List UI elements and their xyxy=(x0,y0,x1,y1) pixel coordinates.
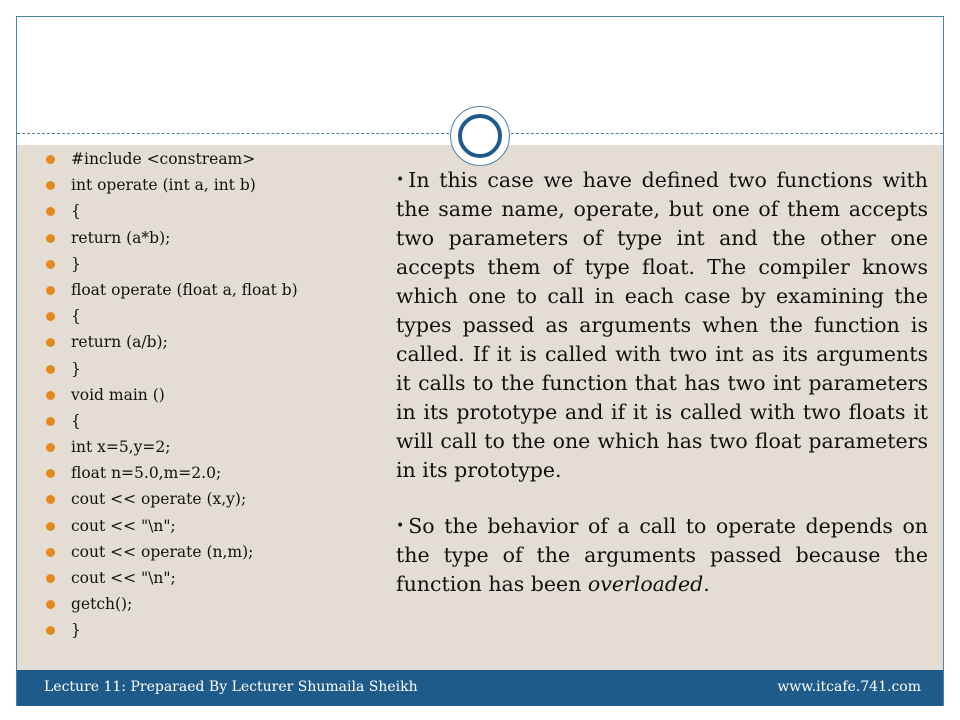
code-line xyxy=(46,277,376,303)
bullet-icon xyxy=(46,548,55,557)
explanation-paragraph-1 xyxy=(396,166,928,485)
bullet-icon xyxy=(46,155,55,164)
bullet-icon xyxy=(46,338,55,347)
code-line xyxy=(46,539,376,565)
code-line-text: return (a/b); xyxy=(71,333,168,352)
bullet-icon xyxy=(46,600,55,609)
paragraph-1-text: In this case we have defined two functions with the same name, operate, but one of them accepts two parameters of type int and the other one accepts them of type float. The compiler knows which one to call in each case by examining the types passed as arguments when the function is called. If it is called with two int as its arguments it calls to the function that has two int parameters in its prototype and if it is called with two floats it will call to the one which has two float parameters in its prototype. xyxy=(396,168,928,482)
code-line xyxy=(46,329,376,355)
code-line xyxy=(46,434,376,460)
bullet-icon xyxy=(46,207,55,216)
bullet-icon xyxy=(46,522,55,531)
bullet-icon xyxy=(46,469,55,478)
circle-ring-icon xyxy=(458,114,502,158)
bullet-icon xyxy=(46,260,55,269)
bullet-icon xyxy=(46,443,55,452)
code-line xyxy=(46,172,376,198)
bullet-icon xyxy=(46,417,55,426)
code-line-text: cout << operate (n,m); xyxy=(71,542,254,561)
code-line xyxy=(46,486,376,512)
code-line xyxy=(46,460,376,486)
bullet-dot-icon: • xyxy=(396,518,405,534)
code-line xyxy=(46,591,376,617)
code-line xyxy=(46,408,376,434)
bullet-icon xyxy=(46,312,55,321)
bullet-icon xyxy=(46,391,55,400)
paragraph-2-end: . xyxy=(703,572,710,596)
code-line xyxy=(46,303,376,329)
code-line-text: int x=5,y=2; xyxy=(71,438,171,457)
code-line xyxy=(46,565,376,591)
code-line xyxy=(46,198,376,224)
code-line xyxy=(46,356,376,382)
code-line-text: #include <constream> xyxy=(71,150,256,168)
code-line-text: } xyxy=(71,359,81,378)
code-line-text: } xyxy=(71,254,81,273)
code-line xyxy=(46,513,376,539)
bullet-icon xyxy=(46,495,55,504)
bullet-icon xyxy=(46,286,55,295)
code-line-text: { xyxy=(71,202,81,221)
footer-bar xyxy=(17,670,943,706)
code-line-text: { xyxy=(71,307,81,326)
code-line-text: cout << "\n"; xyxy=(71,569,176,587)
code-line-text: cout << "\n"; xyxy=(71,516,176,535)
code-line xyxy=(46,146,376,172)
code-line-text: getch(); xyxy=(71,595,133,614)
bullet-dot-icon: • xyxy=(396,172,405,188)
code-line-text: int operate (int a, int b) xyxy=(71,176,256,195)
code-line xyxy=(46,251,376,277)
code-line-text: float operate (float a, float b) xyxy=(71,280,298,299)
footer-lecture-credit: Lecture 11: Preparaed By Lecturer Shumaila Sheikh xyxy=(44,679,418,695)
code-line-text: void main () xyxy=(71,385,165,404)
bullet-icon xyxy=(46,626,55,635)
explanation-paragraph-2 xyxy=(396,512,928,599)
code-line-text: float n=5.0,m=2.0; xyxy=(71,464,222,483)
bullet-icon xyxy=(46,574,55,583)
code-line xyxy=(46,225,376,251)
code-line xyxy=(46,382,376,408)
bullet-icon xyxy=(46,234,55,243)
code-line-text: { xyxy=(71,411,81,430)
code-listing xyxy=(46,146,376,644)
code-line-text: return (a*b); xyxy=(71,228,171,247)
footer-website: www.itcafe.741.com xyxy=(777,679,921,695)
overloaded-emphasis: overloaded xyxy=(587,572,704,596)
bullet-icon xyxy=(46,181,55,190)
code-line-text: } xyxy=(71,621,81,640)
code-line xyxy=(46,617,376,643)
bullet-icon xyxy=(46,365,55,374)
code-line-text: cout << operate (x,y); xyxy=(71,490,247,509)
paragraph-2-text: So the behavior of a call to operate depends on the type of the arguments passed because the function has been xyxy=(396,514,928,596)
